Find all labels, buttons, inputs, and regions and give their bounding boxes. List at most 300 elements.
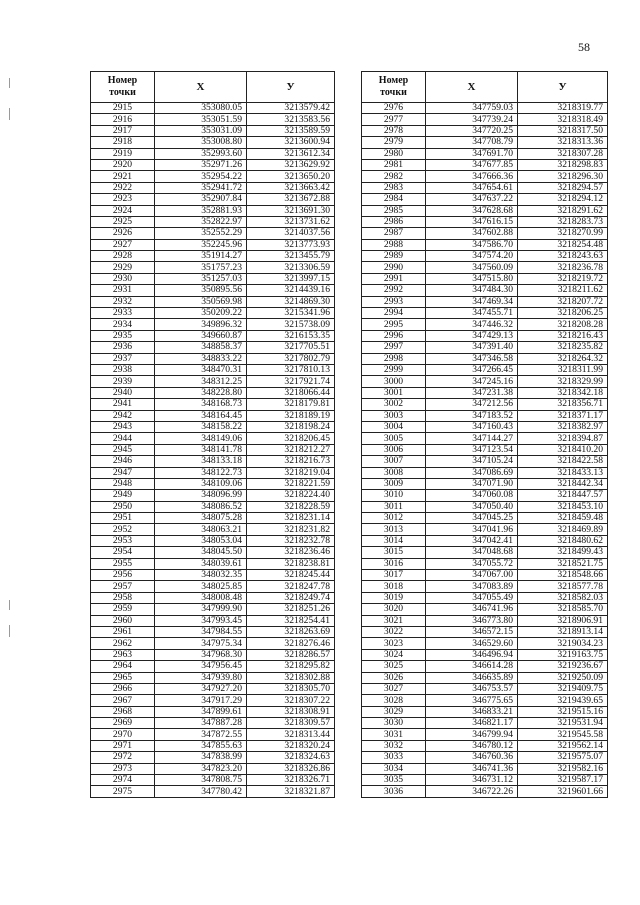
cell-x: 346760.36: [426, 752, 518, 763]
cell-y: 3219236.67: [518, 661, 608, 672]
cell-x: 347759.03: [426, 103, 518, 114]
cell-y: 3213773.93: [247, 239, 335, 250]
cell-x: 347956.45: [155, 661, 247, 672]
cell-x: 347266.45: [426, 364, 518, 375]
table-row: [91, 581, 335, 592]
cell-point-number: 3003: [362, 410, 426, 421]
cell-point-number: 2952: [91, 524, 155, 535]
table-row: [91, 399, 335, 410]
cell-x: 347574.20: [426, 251, 518, 262]
cell-x: 348063.21: [155, 524, 247, 535]
cell-x: 347055.49: [426, 592, 518, 603]
cell-y: 3218371.17: [518, 410, 608, 421]
cell-x: 347586.70: [426, 239, 518, 250]
cell-point-number: 2944: [91, 433, 155, 444]
table-row: [362, 706, 608, 717]
cell-point-number: 2967: [91, 695, 155, 706]
cell-x: 346775.65: [426, 695, 518, 706]
cell-point-number: 2954: [91, 547, 155, 558]
cell-x: 347637.22: [426, 194, 518, 205]
cell-y: 3213672.88: [247, 194, 335, 205]
cell-y: 3218296.30: [518, 171, 608, 182]
table-row: [91, 148, 335, 159]
cell-point-number: 2923: [91, 194, 155, 205]
cell-x: 347654.61: [426, 182, 518, 193]
cell-x: 348149.06: [155, 433, 247, 444]
table-row: [91, 649, 335, 660]
table-row: [91, 570, 335, 581]
cell-x: 347602.88: [426, 228, 518, 239]
cell-y: 3218913.14: [518, 626, 608, 637]
cell-point-number: 2989: [362, 251, 426, 262]
cell-y: 3218243.63: [518, 251, 608, 262]
cell-point-number: 2985: [362, 205, 426, 216]
cell-x: 347691.70: [426, 148, 518, 159]
cell-x: 347808.75: [155, 775, 247, 786]
cell-x: 347616.15: [426, 216, 518, 227]
table-row: [362, 615, 608, 626]
table-row: [362, 444, 608, 455]
cell-y: 3218249.74: [247, 592, 335, 603]
cell-point-number: 3001: [362, 387, 426, 398]
cell-x: 347560.09: [426, 262, 518, 273]
cell-point-number: 2973: [91, 763, 155, 774]
cell-x: 347105.24: [426, 456, 518, 467]
table-row: [362, 786, 608, 797]
cell-point-number: 2962: [91, 638, 155, 649]
cell-x: 347855.63: [155, 740, 247, 751]
cell-point-number: 2953: [91, 535, 155, 546]
cell-x: 352907.84: [155, 194, 247, 205]
cell-point-number: 2948: [91, 478, 155, 489]
cell-y: 3218307.22: [247, 695, 335, 706]
table-row: [91, 285, 335, 296]
cell-x: 347939.80: [155, 672, 247, 683]
cell-x: 353051.59: [155, 114, 247, 125]
cell-point-number: 3022: [362, 626, 426, 637]
cell-y: 3218207.72: [518, 296, 608, 307]
cell-y: 3218302.88: [247, 672, 335, 683]
table-row: [362, 194, 608, 205]
header-point-number: Номер точки: [362, 72, 426, 103]
cell-x: 348096.99: [155, 490, 247, 501]
page-number: 58: [578, 40, 590, 54]
cell-y: 3218231.82: [247, 524, 335, 535]
table-row: [91, 319, 335, 330]
table-row: [362, 592, 608, 603]
cell-y: 3213663.42: [247, 182, 335, 193]
table-row: [91, 444, 335, 455]
cell-y: 3218254.41: [247, 615, 335, 626]
cell-x: 352822.97: [155, 216, 247, 227]
table-row: [91, 273, 335, 284]
table-row: [362, 558, 608, 569]
cell-y: 3219562.14: [518, 740, 608, 751]
cell-x: 348086.52: [155, 501, 247, 512]
cell-y: 3218326.71: [247, 775, 335, 786]
cell-point-number: 2936: [91, 342, 155, 353]
cell-y: 3217810.13: [247, 364, 335, 375]
table-row: [91, 535, 335, 546]
cell-y: 3213691.30: [247, 205, 335, 216]
cell-y: 3218206.45: [247, 433, 335, 444]
cell-x: 346572.15: [426, 626, 518, 637]
cell-point-number: 2997: [362, 342, 426, 353]
cell-point-number: 2927: [91, 239, 155, 250]
cell-y: 3213600.94: [247, 137, 335, 148]
table-row: [362, 262, 608, 273]
cell-point-number: 2963: [91, 649, 155, 660]
cell-y: 3218442.34: [518, 478, 608, 489]
table-row: [91, 159, 335, 170]
table-row: [91, 421, 335, 432]
cell-point-number: 2986: [362, 216, 426, 227]
cell-x: 350895.56: [155, 285, 247, 296]
table-row: [91, 558, 335, 569]
cell-x: 347160.43: [426, 421, 518, 432]
table-row: [91, 626, 335, 637]
cell-x: 347212.56: [426, 399, 518, 410]
cell-x: 347123.54: [426, 444, 518, 455]
cell-x: 348008.48: [155, 592, 247, 603]
table-row: [91, 353, 335, 364]
cell-x: 347899.61: [155, 706, 247, 717]
header-x: X: [155, 72, 247, 103]
cell-point-number: 3030: [362, 718, 426, 729]
cell-x: 347048.68: [426, 547, 518, 558]
table-row: [362, 718, 608, 729]
cell-y: 3218311.99: [518, 364, 608, 375]
cell-x: 348833.22: [155, 353, 247, 364]
table-row: [91, 251, 335, 262]
table-row: [91, 205, 335, 216]
cell-x: 347055.72: [426, 558, 518, 569]
cell-point-number: 3017: [362, 570, 426, 581]
cell-y: 3218216.43: [518, 330, 608, 341]
table-row: [362, 387, 608, 398]
cell-x: 347042.41: [426, 535, 518, 546]
cell-y: 3216153.35: [247, 330, 335, 341]
cell-y: 3218309.57: [247, 718, 335, 729]
cell-y: 3218211.62: [518, 285, 608, 296]
cell-y: 3218189.19: [247, 410, 335, 421]
cell-x: 349660.87: [155, 330, 247, 341]
cell-point-number: 2992: [362, 285, 426, 296]
cell-y: 3218247.78: [247, 581, 335, 592]
table-row: [362, 729, 608, 740]
cell-point-number: 3028: [362, 695, 426, 706]
cell-x: 347984.55: [155, 626, 247, 637]
cell-y: 3218342.18: [518, 387, 608, 398]
cell-point-number: 2971: [91, 740, 155, 751]
cell-x: 348109.06: [155, 478, 247, 489]
coordinates-table-right: [361, 71, 608, 798]
cell-y: 3218453.10: [518, 501, 608, 512]
header-point-number: Номер точки: [91, 72, 155, 103]
cell-point-number: 2999: [362, 364, 426, 375]
cell-y: 3213583.56: [247, 114, 335, 125]
cell-y: 3213629.92: [247, 159, 335, 170]
cell-point-number: 2980: [362, 148, 426, 159]
cell-point-number: 2945: [91, 444, 155, 455]
cell-x: 347628.68: [426, 205, 518, 216]
cell-x: 347975.34: [155, 638, 247, 649]
cell-y: 3219250.09: [518, 672, 608, 683]
cell-x: 347050.40: [426, 501, 518, 512]
cell-x: 348470.31: [155, 364, 247, 375]
table-row: [362, 649, 608, 660]
cell-y: 3218298.83: [518, 159, 608, 170]
table-row: [362, 421, 608, 432]
table-row: [362, 114, 608, 125]
cell-point-number: 2950: [91, 501, 155, 512]
table-row: [91, 524, 335, 535]
cell-x: 347183.52: [426, 410, 518, 421]
cell-point-number: 2977: [362, 114, 426, 125]
table-row: [91, 296, 335, 307]
cell-y: 3218251.26: [247, 604, 335, 615]
cell-x: 348045.50: [155, 547, 247, 558]
cell-point-number: 3034: [362, 763, 426, 774]
cell-y: 3218270.99: [518, 228, 608, 239]
table-row: [91, 410, 335, 421]
table-row: [91, 114, 335, 125]
cell-x: 348039.61: [155, 558, 247, 569]
table-row: [362, 763, 608, 774]
table-row: [91, 786, 335, 797]
cell-y: 3218307.28: [518, 148, 608, 159]
table-row: [362, 251, 608, 262]
cell-x: 347086.69: [426, 467, 518, 478]
cell-y: 3218308.91: [247, 706, 335, 717]
table-row: [91, 661, 335, 672]
cell-point-number: 3002: [362, 399, 426, 410]
cell-x: 347823.20: [155, 763, 247, 774]
cell-point-number: 2939: [91, 376, 155, 387]
cell-point-number: 2940: [91, 387, 155, 398]
cell-y: 3218447.57: [518, 490, 608, 501]
cell-y: 3218313.36: [518, 137, 608, 148]
cell-point-number: 3023: [362, 638, 426, 649]
cell-point-number: 3021: [362, 615, 426, 626]
cell-point-number: 3012: [362, 513, 426, 524]
cell-point-number: 3031: [362, 729, 426, 740]
cell-x: 346529.60: [426, 638, 518, 649]
cell-point-number: 2943: [91, 421, 155, 432]
header-x: X: [426, 72, 518, 103]
cell-x: 348075.28: [155, 513, 247, 524]
cell-point-number: 2920: [91, 159, 155, 170]
table-row: [362, 626, 608, 637]
cell-x: 347391.40: [426, 342, 518, 353]
cell-point-number: 2984: [362, 194, 426, 205]
cell-point-number: 2929: [91, 262, 155, 273]
table-row: [362, 342, 608, 353]
cell-x: 346635.89: [426, 672, 518, 683]
cell-y: 3218577.78: [518, 581, 608, 592]
cell-x: 347515.80: [426, 273, 518, 284]
cell-point-number: 2933: [91, 308, 155, 319]
cell-point-number: 2988: [362, 239, 426, 250]
cell-point-number: 2957: [91, 581, 155, 592]
cell-x: 350569.98: [155, 296, 247, 307]
cell-x: 347071.90: [426, 478, 518, 489]
cell-point-number: 3020: [362, 604, 426, 615]
cell-point-number: 3008: [362, 467, 426, 478]
table-row: [362, 513, 608, 524]
cell-point-number: 2981: [362, 159, 426, 170]
cell-point-number: 3005: [362, 433, 426, 444]
cell-point-number: 2931: [91, 285, 155, 296]
cell-point-number: 2916: [91, 114, 155, 125]
cell-y: 3218295.82: [247, 661, 335, 672]
cell-y: 3218313.44: [247, 729, 335, 740]
cell-x: 351257.03: [155, 273, 247, 284]
cell-point-number: 2961: [91, 626, 155, 637]
table-row: [362, 308, 608, 319]
cell-point-number: 2955: [91, 558, 155, 569]
table-row: [362, 364, 608, 375]
cell-y: 3213579.42: [247, 103, 335, 114]
cell-x: 347927.20: [155, 683, 247, 694]
table-row: [362, 103, 608, 114]
cell-x: 346799.94: [426, 729, 518, 740]
cell-y: 3219515.16: [518, 706, 608, 717]
cell-x: 348053.04: [155, 535, 247, 546]
cell-y: 3215341.96: [247, 308, 335, 319]
cell-y: 3218254.48: [518, 239, 608, 250]
cell-x: 346731.12: [426, 775, 518, 786]
cell-point-number: 2932: [91, 296, 155, 307]
cell-x: 347083.89: [426, 581, 518, 592]
cell-x: 352881.93: [155, 205, 247, 216]
cell-y: 3218219.04: [247, 467, 335, 478]
cell-y: 3218264.32: [518, 353, 608, 364]
margin-mark: [9, 600, 10, 610]
cell-point-number: 3033: [362, 752, 426, 763]
margin-mark: [9, 108, 10, 120]
table-row: [362, 535, 608, 546]
cell-point-number: 2969: [91, 718, 155, 729]
cell-y: 3218422.58: [518, 456, 608, 467]
table-row: [91, 478, 335, 489]
table-row: [362, 239, 608, 250]
cell-point-number: 2941: [91, 399, 155, 410]
table-row: [362, 171, 608, 182]
cell-y: 3218179.81: [247, 399, 335, 410]
cell-x: 347780.42: [155, 786, 247, 797]
cell-x: 347999.90: [155, 604, 247, 615]
cell-point-number: 2924: [91, 205, 155, 216]
cell-point-number: 3029: [362, 706, 426, 717]
cell-y: 3217921.74: [247, 376, 335, 387]
cell-y: 3214869.30: [247, 296, 335, 307]
table-row: [91, 638, 335, 649]
cell-point-number: 3010: [362, 490, 426, 501]
cell-point-number: 2960: [91, 615, 155, 626]
cell-y: 3219034.23: [518, 638, 608, 649]
cell-point-number: 2919: [91, 148, 155, 159]
cell-x: 348025.85: [155, 581, 247, 592]
cell-y: 3218319.77: [518, 103, 608, 114]
cell-x: 346741.36: [426, 763, 518, 774]
cell-x: 347708.79: [426, 137, 518, 148]
cell-x: 347666.36: [426, 171, 518, 182]
cell-y: 3219439.65: [518, 695, 608, 706]
cell-y: 3218291.62: [518, 205, 608, 216]
table-row: [91, 171, 335, 182]
cell-x: 352954.22: [155, 171, 247, 182]
cell-y: 3218324.63: [247, 752, 335, 763]
cell-point-number: 2959: [91, 604, 155, 615]
table-row: [91, 182, 335, 193]
cell-point-number: 2991: [362, 273, 426, 284]
cell-x: 346821.17: [426, 718, 518, 729]
table-row: [91, 718, 335, 729]
cell-x: 348133.18: [155, 456, 247, 467]
cell-y: 3214037.56: [247, 228, 335, 239]
table-body-left: [91, 103, 335, 798]
table-row: [91, 683, 335, 694]
cell-point-number: 3035: [362, 775, 426, 786]
cell-y: 3213612.34: [247, 148, 335, 159]
cell-y: 3218286.57: [247, 649, 335, 660]
cell-y: 3218198.24: [247, 421, 335, 432]
cell-point-number: 2972: [91, 752, 155, 763]
table-row: [91, 547, 335, 558]
cell-point-number: 2935: [91, 330, 155, 341]
cell-point-number: 2982: [362, 171, 426, 182]
cell-point-number: 3004: [362, 421, 426, 432]
cell-point-number: 3032: [362, 740, 426, 751]
cell-y: 3218232.78: [247, 535, 335, 546]
cell-y: 3213731.62: [247, 216, 335, 227]
cell-y: 3218294.57: [518, 182, 608, 193]
margin-mark: [9, 78, 10, 88]
cell-x: 352245.96: [155, 239, 247, 250]
cell-y: 3218212.27: [247, 444, 335, 455]
cell-point-number: 2978: [362, 125, 426, 136]
cell-point-number: 2990: [362, 262, 426, 273]
cell-y: 3218236.46: [247, 547, 335, 558]
cell-y: 3218206.25: [518, 308, 608, 319]
cell-x: 347720.25: [426, 125, 518, 136]
table-row: [91, 775, 335, 786]
cell-y: 3213455.79: [247, 251, 335, 262]
table-row: [91, 228, 335, 239]
cell-x: 346780.12: [426, 740, 518, 751]
cell-x: 347677.85: [426, 159, 518, 170]
table-row: [362, 638, 608, 649]
cell-x: 347045.25: [426, 513, 518, 524]
cell-y: 3218216.73: [247, 456, 335, 467]
cell-point-number: 3027: [362, 683, 426, 694]
table-row: [362, 752, 608, 763]
cell-y: 3218294.12: [518, 194, 608, 205]
cell-x: 346773.80: [426, 615, 518, 626]
table-row: [362, 285, 608, 296]
cell-y: 3218521.75: [518, 558, 608, 569]
table-row: [91, 262, 335, 273]
table-row: [362, 410, 608, 421]
cell-point-number: 2958: [91, 592, 155, 603]
table-row: [362, 376, 608, 387]
table-body-right: [362, 103, 608, 798]
table-row: [362, 524, 608, 535]
table-row: [362, 182, 608, 193]
cell-x: 347917.29: [155, 695, 247, 706]
cell-y: 3219531.94: [518, 718, 608, 729]
